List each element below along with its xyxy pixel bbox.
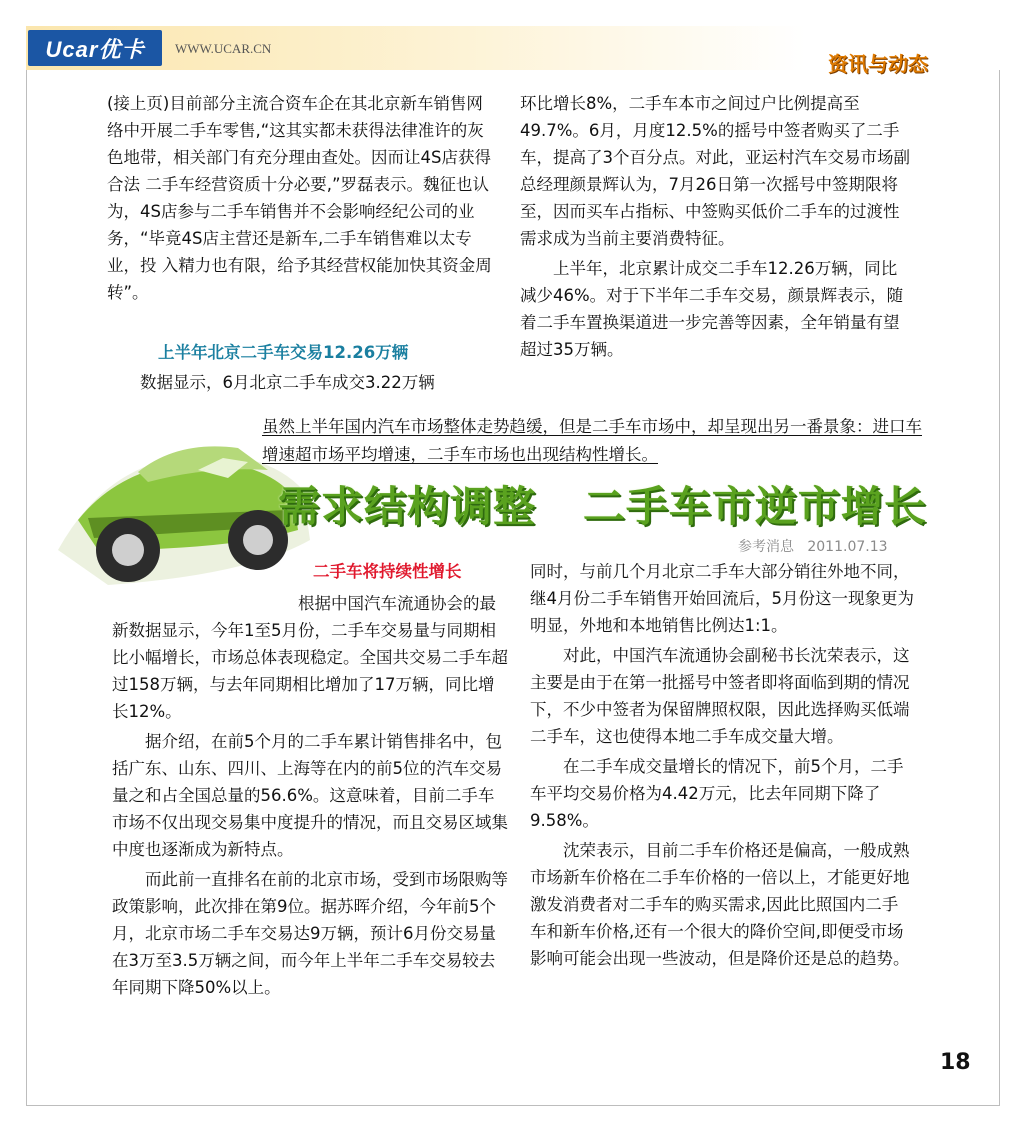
top-right-column: [520, 90, 912, 363]
section-title: 资讯与动态: [828, 52, 928, 76]
subheading-growth: 二手车将持续性增长: [313, 562, 462, 581]
article-headline: 需求结构调整 二手车市逆市增长: [278, 482, 927, 531]
bottom-right-column: [530, 558, 914, 972]
ucar-logo: Ucar优卡: [28, 30, 162, 66]
paragraph: 根据中国汽车流通协会的最新数据显示，今年1至5月份，二手车交易量与同期相比小幅增长，市场总体表现稳定。全国共交易二手车超过158万辆，与去年同期相比增加了17万辆，同比增长12%。: [112, 594, 508, 721]
byline: [738, 536, 888, 556]
paragraph: 对此，中国汽车流通协会副秘书长沈荣表示，这主要是由于在第一批摇号中签者即将面临到期的情况下，不少中签者为保留牌照权限，因此选择购买低端二手车，这也使得本地二手车成交量大增。: [530, 646, 910, 746]
top-left-column: [107, 90, 499, 306]
continued-paragraph: (接上页)目前部分主流合资车企在其北京新车销售网络中开展二手车零售,“这其实都未获得法律准许的灰色地带，相关部门有充分理由查处。因而让4S店获得合法 二手车经营资质十分必要,”罗磊表示。魏征也认为，4S店参与二手车销售并不会影响经纪公司的业务，“毕竟4S店主营还是新车,二手车销售难以太专业，投 入精力也有限，给予其经营权能加快其资金周转”。: [107, 94, 492, 302]
site-url: WWW.UCAR.CN: [175, 41, 272, 56]
article-lede: 虽然上半年国内汽车市场整体走势趋缓，但是二手车市场中，却呈现出另一番景象：进口车增速超市场平均增速，二手车市场也出现结构性增长。: [262, 417, 922, 464]
source: 参考消息: [738, 539, 794, 555]
paragraph: 环比增长8%，二手车本市之间过户比例提高至49.7%。6月，月度12.5%的摇号中签者购买了二手车，提高了3个百分点。对此，亚运村汽车交易市场副总经理颜景辉认为，7月26日第一次摇号中签期限将至，因而买车占指标、中签购买低价二手车的过渡性需求成为当前主要消费特征。: [520, 94, 910, 248]
bottom-left-column: [112, 590, 508, 1001]
paragraph: 而此前一直排名在前的北京市场，受到市场限购等政策影响，此次排在第9位。据苏晖介绍，今年前5个月，北京市场二手车交易达9万辆，预计6月份交易量在3万至3.5万辆之间，而今年上半年二手车交易较去年同期下降50%以上。: [112, 870, 508, 997]
paragraph: 沈荣表示，目前二手车价格还是偏高，一般成熟市场新车价格在二手车价格的一倍以上，才能更好地激发消费者对二手车的购买需求,因此比照国内二手车和新车价格,还有一个很大的降价空间,即便受市场影响可能会出现一些波动，但是降价还是总的趋势。: [530, 841, 910, 968]
paragraph: 据介绍，在前5个月的二手车累计销售排名中，包括广东、山东、四川、上海等在内的前5位的汽车交易量之和占全国总量的56.6%。这意味着，目前二手车市场不仅出现交易集中度提升的情况，而且交易区域集中度也逐渐成为新特点。: [112, 732, 508, 859]
date: 2011.07.13: [807, 539, 888, 555]
paragraph: 上半年，北京累计成交二手车12.26万辆，同比减少46%。对于下半年二手车交易，颜景辉表示，随着二手车置换渠道进一步完善等因素，全年销量有望超过35万辆。: [520, 259, 904, 359]
page-number: 18: [940, 1050, 971, 1075]
lead-line: 数据显示，6月北京二手车成交3.22万辆: [140, 373, 435, 392]
paragraph: 在二手车成交量增长的情况下，前5个月，二手车平均交易价格为4.42万元，比去年同期下降了9.58%。: [530, 757, 904, 830]
paragraph: 同时，与前几个月北京二手车大部分销往外地不同，继4月份二手车销售开始回流后，5月份这一现象更为明显，外地和本地销售比例达1:1。: [530, 562, 914, 635]
subheading-beijing: 上半年北京二手车交易12.26万辆: [158, 343, 409, 362]
